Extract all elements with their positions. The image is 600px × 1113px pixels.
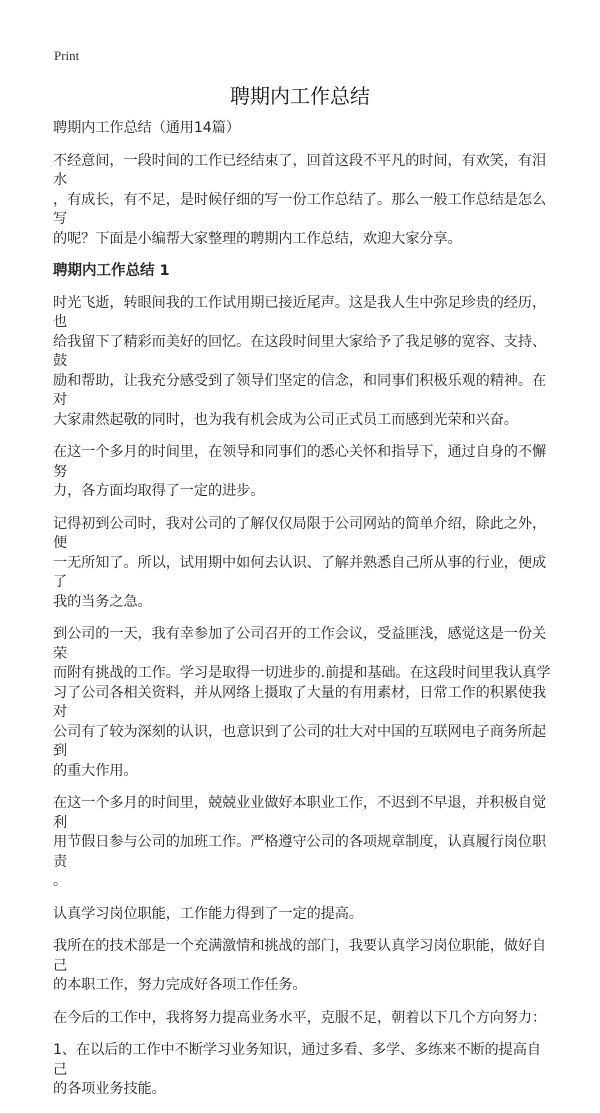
paragraph: 认真学习岗位职能，工作能力得到了一定的提高。 [53, 905, 363, 922]
paragraph: 在这一个多月的时间里，在领导和同事们的悉心关怀和指导下，通过自身的不懈努 力，各方面均取得了一定的进步。 [53, 444, 547, 499]
paragraph: 1、在以后的工作中不断学习业务知识，通过多看、多学、多练来不断的提高自己 的各项业务技能。 [53, 1042, 541, 1097]
print-link[interactable]: Print [54, 48, 80, 63]
paragraph: 我所在的技术部是一个充满激情和挑战的部门，我要认真学习岗位职能，做好自己 的本职工作，努力完成好各项工作任务。 [53, 938, 547, 993]
page-title: 聘期内工作总结 [230, 84, 370, 108]
paragraph: 到公司的一天，我有幸参加了公司召开的工作会议，受益匪浅，感觉这是一份关荣 而附有挑战的工作。学习是取得一切进步的.前提和基础。在这段时间里我认真学 习了公司各相关资料，并从网络上摄取了大量的有用素材，日常工作的积累使我对 公司有了较为深刻的认识，也意识到了公司的壮大对中国的互联网电子商务所起到 的重大作用。 [53, 626, 551, 779]
document-subtitle: 聘期内工作总结（通用14篇） [53, 120, 240, 136]
document-body [53, 119, 553, 1113]
paragraph: 时光飞逝，转眼间我的工作试用期已接近尾声。这是我人生中弥足珍贵的经历，也 给我留下了精彩而美好的回忆。在这段时间里大家给予了我足够的宽容、支持、鼓 励和帮助，让我充分感受到了领导们坚定的信念，和同事们积极乐观的精神。在对 大家肃然起敬的同时，也为我有机会成为公司正式员工而感到光荣和兴奋。 [53, 294, 547, 428]
paragraph: 在这一个多月的时间里，兢兢业业做好本职业工作，不迟到不早退，并积极自觉利 用节假日参与公司的加班工作。严格遵守公司的各项规章制度，认真履行岗位职责 。 [53, 795, 547, 889]
intro-paragraph: 不经意间，一段时间的工作已经结束了，回首这段不平凡的时间，有欢笑，有泪水 ，有成长，有不足，是时候仔细的写一份工作总结了。那么一般工作总结是怎么写 的呢？下面是小编帮大家整理的聘期内工作总结，欢迎大家分享。 [53, 152, 547, 247]
paragraph: 记得初到公司时，我对公司的了解仅仅局限于公司网站的简单介绍，除此之外，便 一无所知了。所以，试用期中如何去认识、了解并熟悉自己所从事的行业，便成了 我的当务之急。 [53, 515, 547, 610]
section-heading: 聘期内工作总结 1 [53, 263, 170, 279]
paragraph: 在今后的工作中，我将努力提高业务水平，克服不足，朝着以下几个方向努力： [53, 1009, 547, 1026]
